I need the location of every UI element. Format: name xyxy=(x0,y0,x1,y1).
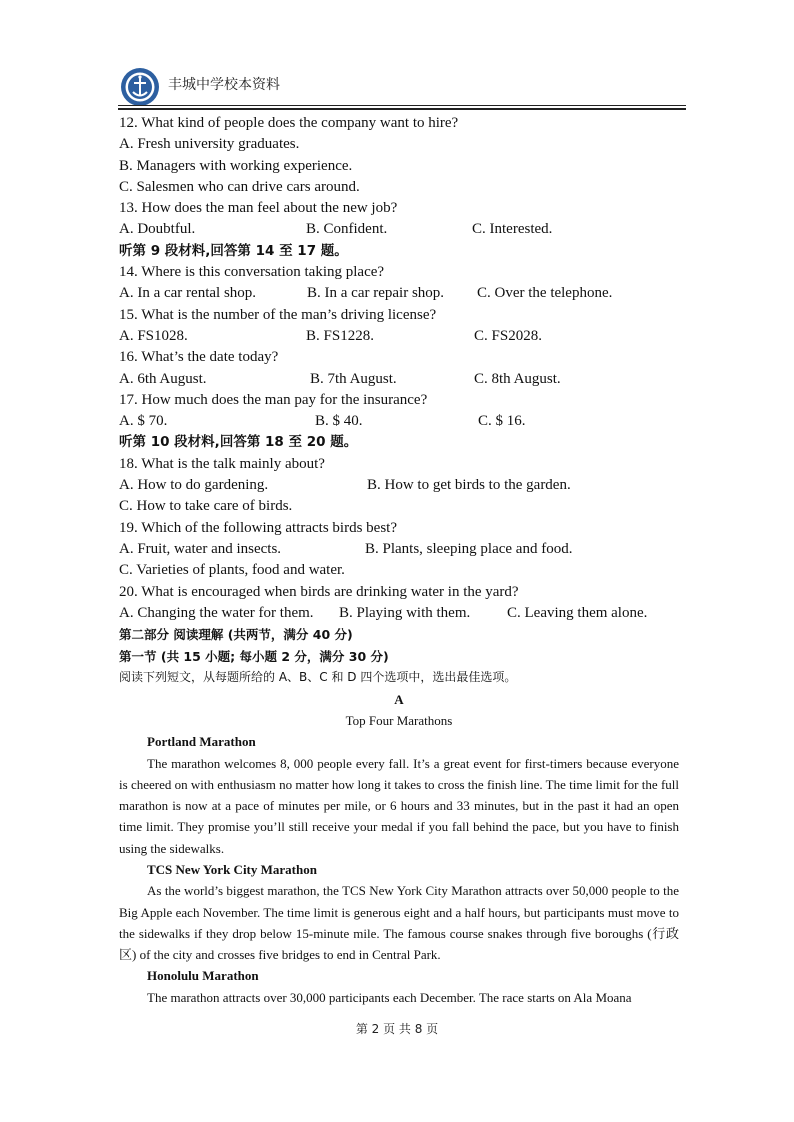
passage-paragraph: As the world’s biggest marathon, the TCS New York City Marathon attracts over 50,000 people to the Big Apple each November. The time limit is generous eight and a half hours, but participants must move to the sidewalks if they drop below 15-minute mile. The famous course snakes through five boroughs (行政区) of the city and crosses five bridges to end in Central Park. xyxy=(119,883,679,963)
school-name: 丰城中学校本资料 xyxy=(168,77,280,93)
question-stem: 18. What is the talk mainly about? xyxy=(119,455,325,472)
page-header xyxy=(118,64,686,112)
header-rule-thick xyxy=(118,108,686,110)
option-b: B. $ 40. xyxy=(315,413,363,430)
section-heading: 第一节 (共 15 小题; 每小题 2 分，满分 30 分) xyxy=(119,648,389,664)
passage-paragraph: The marathon attracts over 30,000 participants each December. The race starts on Ala Moana xyxy=(147,989,632,1005)
option-a: A. In a car rental shop. xyxy=(119,285,257,302)
option-c: C. $ 16. xyxy=(478,413,526,430)
part-heading: 第二部分 阅读理解 (共两节，满分 40 分) xyxy=(119,627,353,643)
option-c: C. How to take care of birds. xyxy=(119,498,293,515)
option-b: B. FS1228. xyxy=(306,327,374,344)
option-b: B. Confident. xyxy=(306,221,388,238)
options-row xyxy=(119,369,679,390)
option-c: C. Varieties of plants, food and water. xyxy=(119,562,345,579)
option-c: C. FS2028. xyxy=(474,327,542,344)
instructions: 阅读下列短文，从每题所给的 A、B、C 和 D 四个选项中，选出最佳选项。 xyxy=(119,670,517,685)
options-row xyxy=(119,603,679,624)
option-b: B. Playing with them. xyxy=(339,604,471,621)
option-a: A. FS1028. xyxy=(119,327,188,344)
section-heading: 听第 9 段材料,回答第 14 至 17 题。 xyxy=(119,242,348,259)
passage-subtitle: TCS New York City Marathon xyxy=(147,862,317,877)
passage-subtitle: Honolulu Marathon xyxy=(147,968,259,984)
option-c: C. Leaving them alone. xyxy=(507,604,648,621)
question-stem: 16. What’s the date today? xyxy=(119,349,279,366)
options-row xyxy=(119,539,679,560)
passage-label: A xyxy=(394,691,404,707)
option-b: B. How to get birds to the garden. xyxy=(367,477,571,494)
option-a: A. 6th August. xyxy=(119,370,207,387)
question-stem: 17. How much does the man pay for the insurance? xyxy=(119,391,428,408)
option-a: A. Doubtful. xyxy=(119,221,196,238)
option-b: B. 7th August. xyxy=(310,370,397,387)
option-a: A. Changing the water for them. xyxy=(119,604,314,621)
options-row xyxy=(119,475,679,496)
question-stem: 12. What kind of people does the company want to hire? xyxy=(119,115,459,131)
school-emblem-icon xyxy=(120,67,160,107)
passage-title: Top Four Marathons xyxy=(345,712,453,728)
option-a: A. Fresh university graduates. xyxy=(119,136,300,153)
page-content xyxy=(119,113,679,1008)
options-row xyxy=(119,219,679,240)
header-rule-thin xyxy=(118,105,686,106)
question-stem: 15. What is the number of the man’s driving license? xyxy=(119,306,437,323)
options-row xyxy=(119,411,679,432)
option-c: C. Over the telephone. xyxy=(477,285,613,302)
option-c: C. Interested. xyxy=(472,221,553,238)
question-stem: 19. Which of the following attracts birds best? xyxy=(119,519,397,536)
options-row xyxy=(119,283,679,304)
passage-subtitle: Portland Marathon xyxy=(147,734,256,750)
option-b: B. Managers with working experience. xyxy=(119,157,353,174)
options-row xyxy=(119,326,679,347)
option-b: B. In a car repair shop. xyxy=(307,285,445,302)
question-stem: 13. How does the man feel about the new job? xyxy=(119,200,398,217)
option-b: B. Plants, sleeping place and food. xyxy=(365,540,573,557)
option-c: C. Salesmen who can drive cars around. xyxy=(119,178,360,195)
question-stem: 14. Where is this conversation taking place? xyxy=(119,264,385,281)
section-heading: 听第 10 段材料,回答第 18 至 20 题。 xyxy=(119,434,358,451)
option-a: A. Fruit, water and insects. xyxy=(119,540,282,557)
option-c: C. 8th August. xyxy=(474,370,561,387)
option-a: A. $ 70. xyxy=(119,413,168,430)
page-number: 第 2 页 共 8 页 xyxy=(355,1022,439,1036)
passage-paragraph: The marathon welcomes 8, 000 people every fall. It’s a great event for first-timers because everyone is cheered on with enthusiasm no matter how long it takes to cross the finish line. The time limit for the full marathon is now at a pace of minutes per mile, or 6 hours and 33 minutes, but in the past it had an open time limit. They promise you’ll still receive your medal if you fall behind the pace, but you have to finish using the sidewalks. xyxy=(119,755,679,856)
question-stem: 20. What is encouraged when birds are drinking water in the yard? xyxy=(119,583,519,600)
option-a: A. How to do gardening. xyxy=(119,477,269,494)
